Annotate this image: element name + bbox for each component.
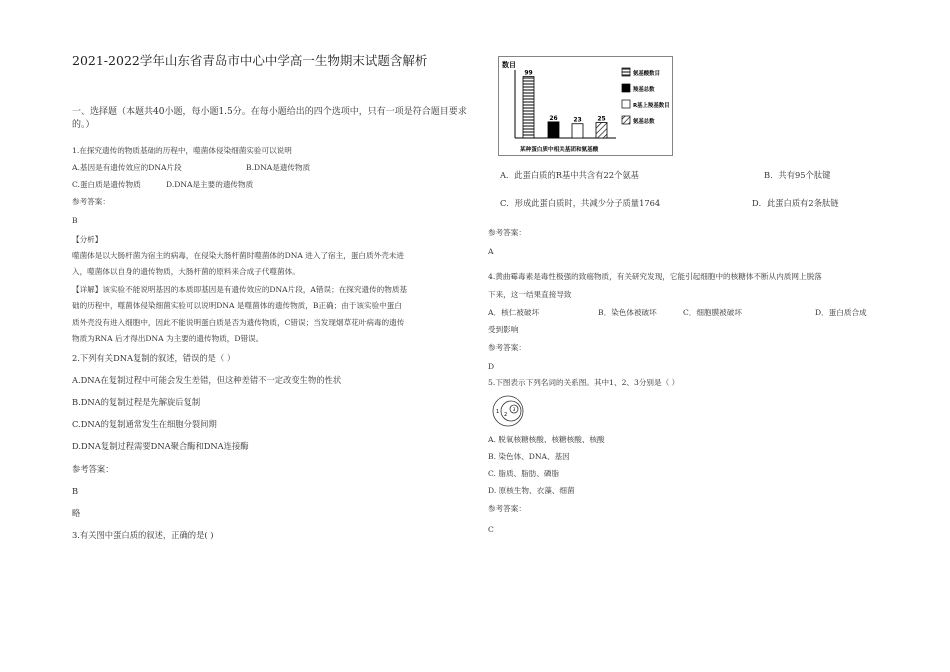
q1-detail-line4: 物质为RNA 后才得出DNA 为主要的遗传物质，D错误。 xyxy=(72,334,264,343)
bar-4 xyxy=(596,123,607,139)
q4-option-d-cont: 受到影响 xyxy=(488,325,519,334)
q1-detail-line1: 【详解】该实验不能说明基因的本质即基因是有遗传效应的DNA片段，A错误；在探究遗传的物质基 xyxy=(72,285,408,294)
q1-detail-line2: 础的历程中，噬菌体侵染细菌实验可以说明DNA 是噬菌体的遗传物质，B正确；由于该实验中蛋白 xyxy=(72,301,402,310)
q2-stem: 2.下列有关DNA复制的叙述，错误的是（ ） xyxy=(72,353,236,363)
q1-option-b: B.DNA是遗传物质 xyxy=(246,163,311,172)
venn-label-1: 1 xyxy=(496,409,500,415)
q3-option-c: C．形成此蛋白质时，共减少分子质量1764 xyxy=(500,198,661,208)
q3-answer: A xyxy=(488,247,494,256)
q5-stem: 5.下图表示下列名词的关系图。其中1、2、3分别是（ ） xyxy=(488,378,680,387)
q2-option-b: B.DNA的复制过程是先解旋后复制 xyxy=(72,397,201,407)
q4-option-d: D．蛋白质合成 xyxy=(815,308,867,317)
q1-analysis-title: 【分析】 xyxy=(72,235,103,244)
q4-stem-line2: 下来，这一结果直接导致 xyxy=(488,290,572,299)
q5-answer-label: 参考答案： xyxy=(488,504,526,513)
q5-option-b: B. 染色体、DNA、基因 xyxy=(488,452,570,461)
q3-option-b: B．共有95个肽键 xyxy=(764,170,831,180)
q1-option-a: A.基因是有遗传效应的DNA片段 xyxy=(72,163,182,172)
q3-stem: 3.有关图中蛋白质的叙述，正确的是( ) xyxy=(72,530,214,540)
q4-stem-line1: 4.黄曲霉毒素是毒性极强的致癌物质，有关研究发现，它能引起细胞中的核糖体不断从内质网上脱落 xyxy=(488,272,822,281)
legend-swatch-3 xyxy=(622,100,630,108)
q1-option-c: C.蛋白质是遗传物质 xyxy=(72,180,141,189)
bar-value-label-2: 26 xyxy=(549,114,558,122)
legend-swatch-2 xyxy=(622,84,630,92)
bar-2 xyxy=(548,122,559,138)
q1-answer-label: 参考答案： xyxy=(72,197,110,206)
q4-answer-label: 参考答案： xyxy=(488,343,526,352)
venn-label-3: 3 xyxy=(512,407,516,412)
bar-3 xyxy=(572,124,583,138)
q1-analysis-line1: 噬菌体是以大肠杆菌为宿主的病毒，在侵染大肠杆菌时噬菌体的DNA 进入了宿主，蛋白质外壳未进 xyxy=(72,251,404,260)
legend-swatch-4 xyxy=(622,116,630,124)
q1-detail-line3: 质外壳没有进入细胞中，因此不能说明蛋白质是否为遗传物质，C错误；当发现烟草花叶病毒的遗传 xyxy=(72,318,405,327)
section-heading: 一、选择题（本题共40小题，每小题1.5分。在每小题给出的四个选项中，只有一项是符合题目要求的。） xyxy=(72,107,467,130)
q4-answer: D xyxy=(488,362,495,371)
legend-swatch-1 xyxy=(622,68,630,76)
q1-answer: B xyxy=(72,216,78,225)
q3-answer-label: 参考答案： xyxy=(488,228,526,237)
q3-option-a: A．此蛋白质的R基中共含有22个氨基 xyxy=(500,170,639,180)
bar-chart xyxy=(498,56,673,156)
q5-option-c: C. 脂质、脂肪、磷脂 xyxy=(488,469,560,478)
venn-label-2: 2 xyxy=(504,412,508,418)
y-axis-label: 数目 xyxy=(502,61,516,69)
venn-diagram xyxy=(490,394,526,428)
q2-option-c: C.DNA的复制通常发生在细胞分裂间期 xyxy=(72,419,217,429)
q5-answer: C xyxy=(488,525,494,534)
page-title: 2021-2022学年山东省青岛市中心中学高一生物期末试题含解析 xyxy=(72,53,428,68)
q1-option-d: D.DNA是主要的遗传物质 xyxy=(166,180,254,189)
q2-option-d: D.DNA复制过程需要DNA聚合酶和DNA连接酶 xyxy=(72,441,249,451)
legend-label-2: 羧基总数 xyxy=(633,87,655,93)
q1-analysis-line2: 入，噬菌体以自身的遗传物质，大肠杆菌的原料来合成子代噬菌体。 xyxy=(72,267,300,276)
q1-stem: 1.在探究遗传的物质基础的历程中，噬菌体侵染细菌实验可以说明 xyxy=(72,146,292,155)
q4-option-b: B．染色体被破坏 xyxy=(598,308,657,317)
q4-option-a: A．核仁被破坏 xyxy=(488,308,540,317)
bar-value-label-3: 23 xyxy=(573,116,582,124)
q5-option-a: A. 脱氧核糖核酸、核糖核酸、核酸 xyxy=(488,435,605,444)
q2-answer-label: 参考答案： xyxy=(72,464,114,474)
bar-value-label-4: 25 xyxy=(597,115,606,123)
q2-note: 略 xyxy=(72,508,81,518)
legend-label-3: R基上羧基数目 xyxy=(633,103,670,109)
legend-label-4: 氨基总数 xyxy=(633,119,655,125)
x-axis-label: 某种蛋白质中相关基团和氨基酸 xyxy=(520,147,599,153)
q2-answer: B xyxy=(72,486,79,496)
q2-option-a: A.DNA在复制过程中可能会发生差错，但这种差错不一定改变生物的性状 xyxy=(72,375,342,385)
q5-option-d: D. 原核生物、衣藻、细菌 xyxy=(488,486,575,495)
bar-1 xyxy=(523,77,534,138)
q3-option-d: D．此蛋白质有2条肽链 xyxy=(752,198,839,208)
q4-option-c: C．细胞膜被破坏 xyxy=(683,308,742,317)
bar-value-label-1: 99 xyxy=(524,69,533,77)
legend-label-1: 氨基酸数目 xyxy=(633,71,660,77)
